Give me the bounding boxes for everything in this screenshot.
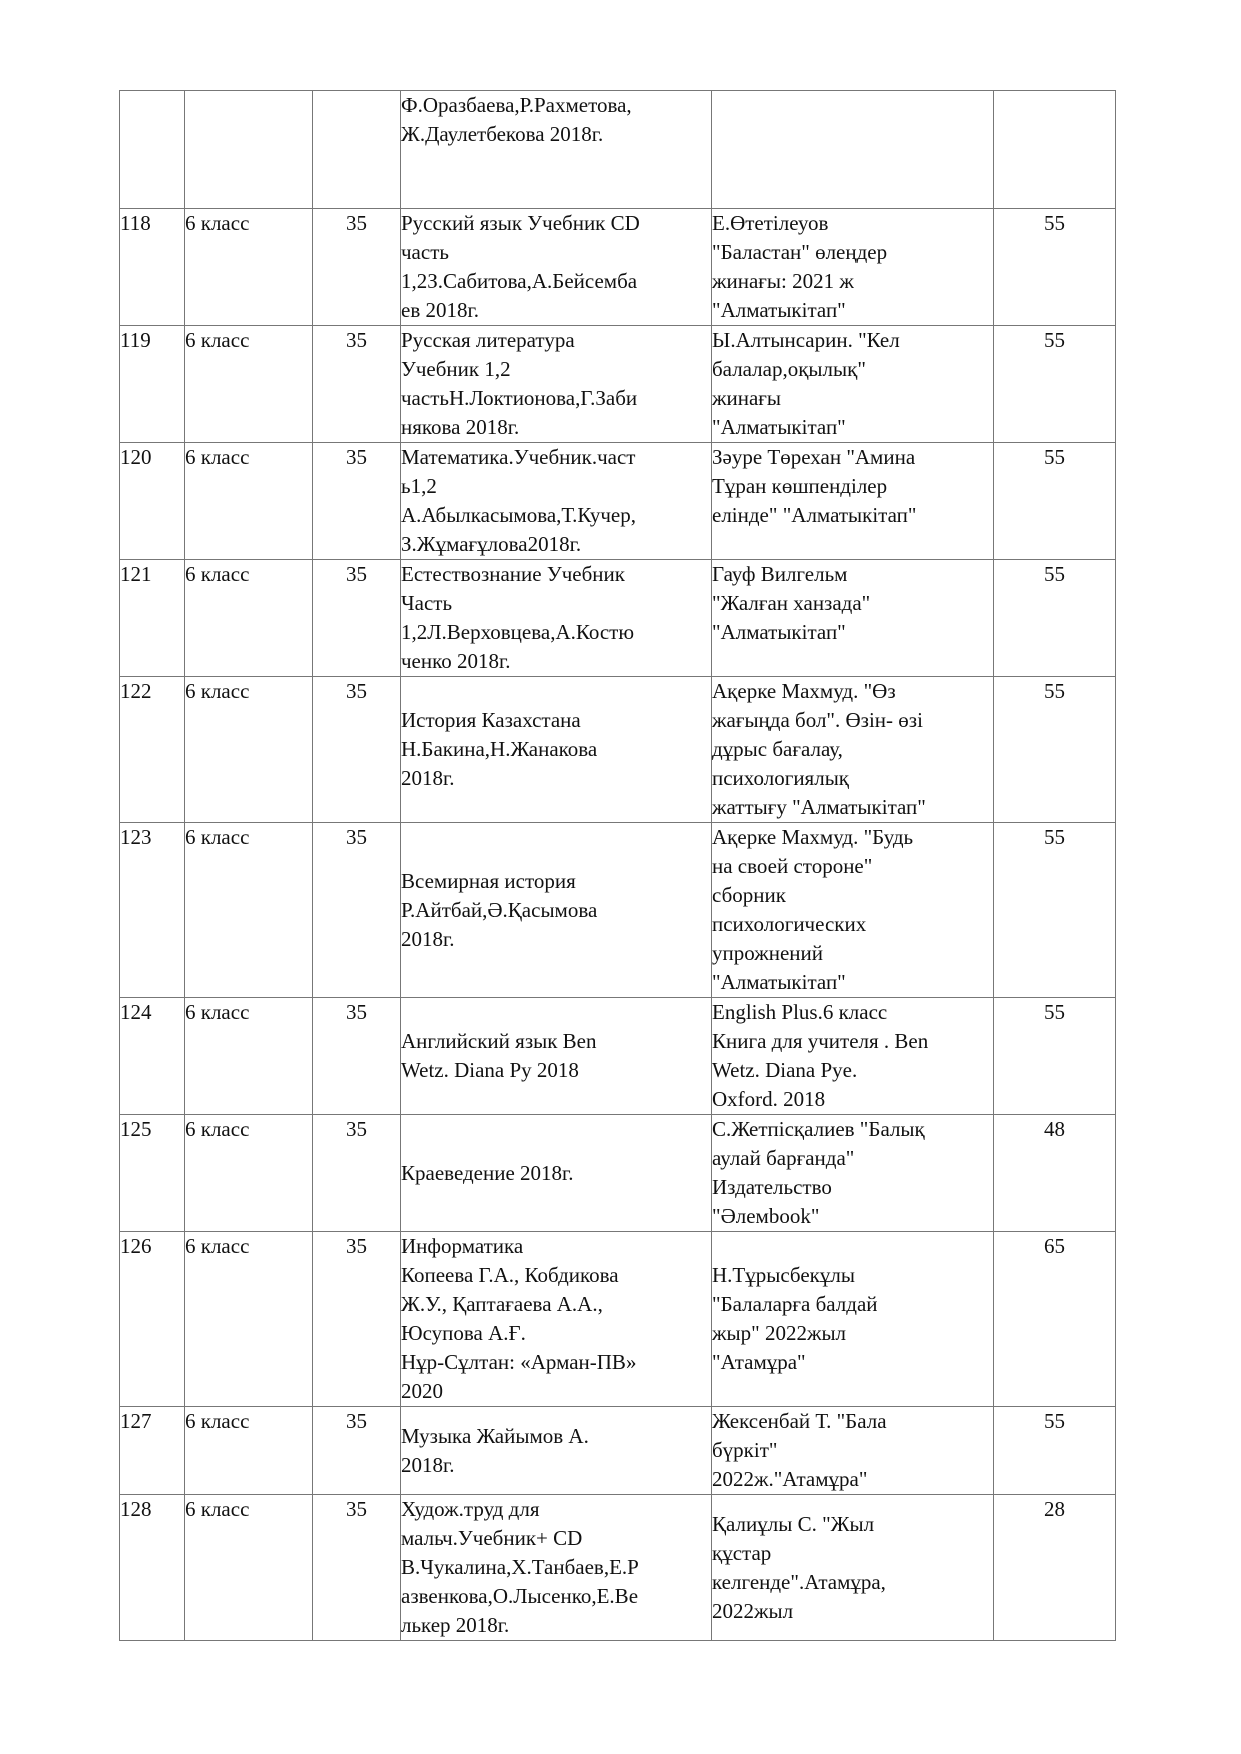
- grade-cell-text: 6 класс: [185, 562, 250, 586]
- hours-cell-text: 35: [346, 445, 367, 469]
- textbook-cell: [401, 823, 712, 998]
- grade-cell-text: 6 класс: [185, 825, 250, 849]
- hours-cell-text: 35: [346, 328, 367, 352]
- hours-cell-text: 35: [346, 1409, 367, 1433]
- textbook-cell-text: Английский язык Ben Wetz. Diana Py 2018: [401, 1029, 597, 1082]
- grade-cell: [185, 209, 313, 326]
- grade-cell: [185, 1407, 313, 1495]
- hours-cell-text: 35: [346, 825, 367, 849]
- textbook-cell-text: Математика.Учебник.част ь1,2 А.Абылкасымова,Т.Кучер, З.Жұмағұлова2018г.: [401, 445, 636, 556]
- hours-cell: [313, 209, 401, 326]
- table-row: [120, 1232, 1116, 1407]
- reading-book-cell-text: English Plus.6 класс Книга для учителя . Ben Wetz. Diana Pye. Oxford. 2018: [712, 1000, 929, 1111]
- quantity-cell: [994, 326, 1116, 443]
- grade-cell: [185, 1495, 313, 1641]
- table-row: [120, 91, 1116, 209]
- hours-cell: [313, 1407, 401, 1495]
- grade-cell: [185, 560, 313, 677]
- reading-book-cell-text: Жексенбай Т. "Бала бүркіт" 2022ж."Атамұра": [712, 1409, 887, 1491]
- textbook-cell-text: История Казахстана Н.Бакина,Н.Жанакова 2018г.: [401, 708, 598, 790]
- reading-book-cell-text: Ақерке Махмуд. "Өз жағыңда бол". Өзін- өзі дұрыс бағалау, психологиялық жаттығу "Алматыкітап": [712, 679, 926, 819]
- grade-cell-text: 6 класс: [185, 1000, 250, 1024]
- reading-book-cell-text: Гауф Вилгельм "Жалған ханзада" "Алматыкітап": [712, 562, 871, 644]
- grade-cell: [185, 677, 313, 823]
- row-number: [120, 677, 185, 823]
- quantity-cell-text: 28: [1044, 1497, 1065, 1521]
- textbook-cell-text: Краеведение 2018г.: [401, 1160, 574, 1185]
- reading-book-cell-text: Ы.Алтынсарин. "Кел балалар,оқылық" жинағы "Алматыкітап": [712, 328, 900, 439]
- hours-cell-text: 35: [346, 1497, 367, 1521]
- row-number: [120, 209, 185, 326]
- row-number-text: 123: [120, 825, 152, 849]
- hours-cell-text: 35: [346, 562, 367, 586]
- row-number-text: 124: [120, 1000, 152, 1024]
- textbook-cell-text: Худож.труд для мальч.Учебник+ CD В.Чукалина,Х.Танбаев,Е.Р азвенкова,О.Лысенко,Е.Ве лькер 2018г.: [401, 1497, 639, 1637]
- quantity-cell: [994, 1495, 1116, 1641]
- quantity-cell-text: 55: [1044, 679, 1065, 703]
- reading-book-cell-text: Ақерке Махмуд. "Будь на своей стороне" сборник психологических упрожнений "Алматыкітап": [712, 825, 914, 994]
- hours-cell: [313, 1495, 401, 1641]
- textbook-cell: [401, 998, 712, 1115]
- reading-book-cell: [712, 823, 994, 998]
- hours-cell: [313, 560, 401, 677]
- row-number: [120, 1407, 185, 1495]
- table-row: [120, 1495, 1116, 1641]
- grade-cell-text: 6 класс: [185, 211, 250, 235]
- table-row: [120, 998, 1116, 1115]
- quantity-cell: [994, 998, 1116, 1115]
- textbook-cell: [401, 209, 712, 326]
- quantity-cell: [994, 209, 1116, 326]
- textbook-cell: [401, 1495, 712, 1641]
- quantity-cell-text: 48: [1044, 1117, 1065, 1141]
- textbook-cell-text: Русская литература Учебник 1,2 частьН.Локтионова,Г.Заби някова 2018г.: [401, 328, 638, 439]
- reading-book-cell: [712, 677, 994, 823]
- quantity-cell-text: 55: [1044, 211, 1065, 235]
- row-number: [120, 443, 185, 560]
- grade-cell: [185, 443, 313, 560]
- reading-book-cell-text: Е.Өтетілеуов "Баластан" өлеңдер жинағы: 2021 ж "Алматыкітап": [712, 211, 888, 322]
- table-row: [120, 677, 1116, 823]
- hours-cell: [313, 443, 401, 560]
- textbook-cell-text: Музыка Жайымов А. 2018г.: [401, 1423, 589, 1477]
- quantity-cell: [994, 1407, 1116, 1495]
- quantity-cell: [994, 823, 1116, 998]
- table-row: [120, 209, 1116, 326]
- row-number-text: 126: [120, 1234, 152, 1258]
- reading-book-cell: [712, 443, 994, 560]
- hours-cell-text: 35: [346, 1000, 367, 1024]
- textbook-cell-text: Всемирная история Р.Айтбай,Ә.Қасымова 2018г.: [401, 868, 598, 951]
- reading-book-cell-text: С.Жетпісқалиев "Балық аулай барғанда" Издательство "Әлемbook": [712, 1117, 925, 1228]
- quantity-cell: [994, 560, 1116, 677]
- reading-book-cell: [712, 326, 994, 443]
- hours-cell: [313, 326, 401, 443]
- textbook-cell: [401, 1115, 712, 1232]
- hours-cell: [313, 1232, 401, 1407]
- reading-book-cell: [712, 1495, 994, 1641]
- row-number-text: 128: [120, 1497, 152, 1521]
- row-number-text: 127: [120, 1409, 152, 1433]
- table-body: [120, 91, 1116, 1641]
- row-number-text: 125: [120, 1117, 152, 1141]
- table-row: [120, 1115, 1116, 1232]
- quantity-cell-text: 55: [1044, 562, 1065, 586]
- textbook-cell: [401, 677, 712, 823]
- books-table: [119, 90, 1116, 1641]
- row-number-text: 121: [120, 562, 152, 586]
- textbook-cell: [401, 91, 712, 209]
- reading-book-cell: [712, 560, 994, 677]
- row-number: [120, 1495, 185, 1641]
- row-number-text: 120: [120, 445, 152, 469]
- hours-cell-text: 35: [346, 1117, 367, 1141]
- quantity-cell: [994, 677, 1116, 823]
- textbook-cell: [401, 326, 712, 443]
- grade-cell: [185, 1115, 313, 1232]
- reading-book-cell-text: Қалиұлы С. "Жыл құстар келгенде".Атамұра, 2022жыл: [712, 1511, 886, 1623]
- quantity-cell-text: 55: [1044, 1409, 1065, 1433]
- textbook-cell-text: Русский язык Учебник CD часть 1,2З.Сабитова,А.Бейсемба ев 2018г.: [401, 211, 640, 322]
- hours-cell-text: 35: [346, 211, 367, 235]
- grade-cell: [185, 823, 313, 998]
- grade-cell-text: 6 класс: [185, 328, 250, 352]
- quantity-cell-text: 55: [1044, 445, 1065, 469]
- quantity-cell-text: 55: [1044, 825, 1065, 849]
- textbook-cell-text: Естествознание Учебник Часть 1,2Л.Верховцева,А.Костю ченко 2018г.: [401, 562, 635, 673]
- grade-cell-text: 6 класс: [185, 445, 250, 469]
- grade-cell-text: 6 класс: [185, 1117, 250, 1141]
- quantity-cell: [994, 91, 1116, 209]
- textbook-cell: [401, 1232, 712, 1407]
- hours-cell-text: 35: [346, 1234, 367, 1258]
- textbook-cell: [401, 1407, 712, 1495]
- textbook-cell: [401, 560, 712, 677]
- row-number-text: 118: [120, 211, 151, 235]
- quantity-cell: [994, 1115, 1116, 1232]
- reading-book-cell: [712, 1115, 994, 1232]
- grade-cell: [185, 1232, 313, 1407]
- table-row: [120, 443, 1116, 560]
- grade-cell-text: 6 класс: [185, 1409, 250, 1433]
- textbook-cell-text: Информатика Копеева Г.А., Кобдикова Ж.У., Қаптағаева А.А., Юсупова А.Ғ. Нұр-Сұлтан: «Арман-ПВ» 2020: [401, 1234, 637, 1403]
- reading-book-cell: [712, 998, 994, 1115]
- table-row: [120, 560, 1116, 677]
- quantity-cell: [994, 1232, 1116, 1407]
- table-row: [120, 1407, 1116, 1495]
- row-number: [120, 1232, 185, 1407]
- quantity-cell-text: 55: [1044, 328, 1065, 352]
- reading-book-cell-text: Зәуре Төрехан "Амина Тұран көшпенділер елінде" "Алматыкітап": [712, 445, 917, 527]
- reading-book-cell: [712, 91, 994, 209]
- row-number: [120, 560, 185, 677]
- quantity-cell: [994, 443, 1116, 560]
- quantity-cell-text: 65: [1044, 1234, 1065, 1258]
- row-number: [120, 823, 185, 998]
- grade-cell-text: 6 класс: [185, 1497, 250, 1521]
- reading-book-cell: [712, 209, 994, 326]
- reading-book-cell: [712, 1407, 994, 1495]
- quantity-cell-text: 55: [1044, 1000, 1065, 1024]
- grade-cell-text: 6 класс: [185, 1234, 250, 1258]
- reading-book-cell-text: Н.Тұрысбекұлы "Балаларға балдай жыр" 2022жыл "Атамұра": [712, 1263, 878, 1374]
- row-number: [120, 1115, 185, 1232]
- hours-cell: [313, 823, 401, 998]
- row-number: [120, 91, 185, 209]
- table-row: [120, 326, 1116, 443]
- hours-cell: [313, 91, 401, 209]
- table-row: [120, 823, 1116, 998]
- grade-cell-text: 6 класс: [185, 679, 250, 703]
- row-number-text: 119: [120, 328, 151, 352]
- row-number: [120, 998, 185, 1115]
- row-number: [120, 326, 185, 443]
- hours-cell: [313, 998, 401, 1115]
- hours-cell: [313, 1115, 401, 1232]
- hours-cell-text: 35: [346, 679, 367, 703]
- grade-cell: [185, 91, 313, 209]
- grade-cell: [185, 998, 313, 1115]
- textbook-cell: [401, 443, 712, 560]
- grade-cell: [185, 326, 313, 443]
- row-number-text: 122: [120, 679, 152, 703]
- reading-book-cell: [712, 1232, 994, 1407]
- textbook-cell-text: Ф.Оразбаева,Р.Рахметова, Ж.Даулетбекова 2018г.: [401, 93, 632, 146]
- hours-cell: [313, 677, 401, 823]
